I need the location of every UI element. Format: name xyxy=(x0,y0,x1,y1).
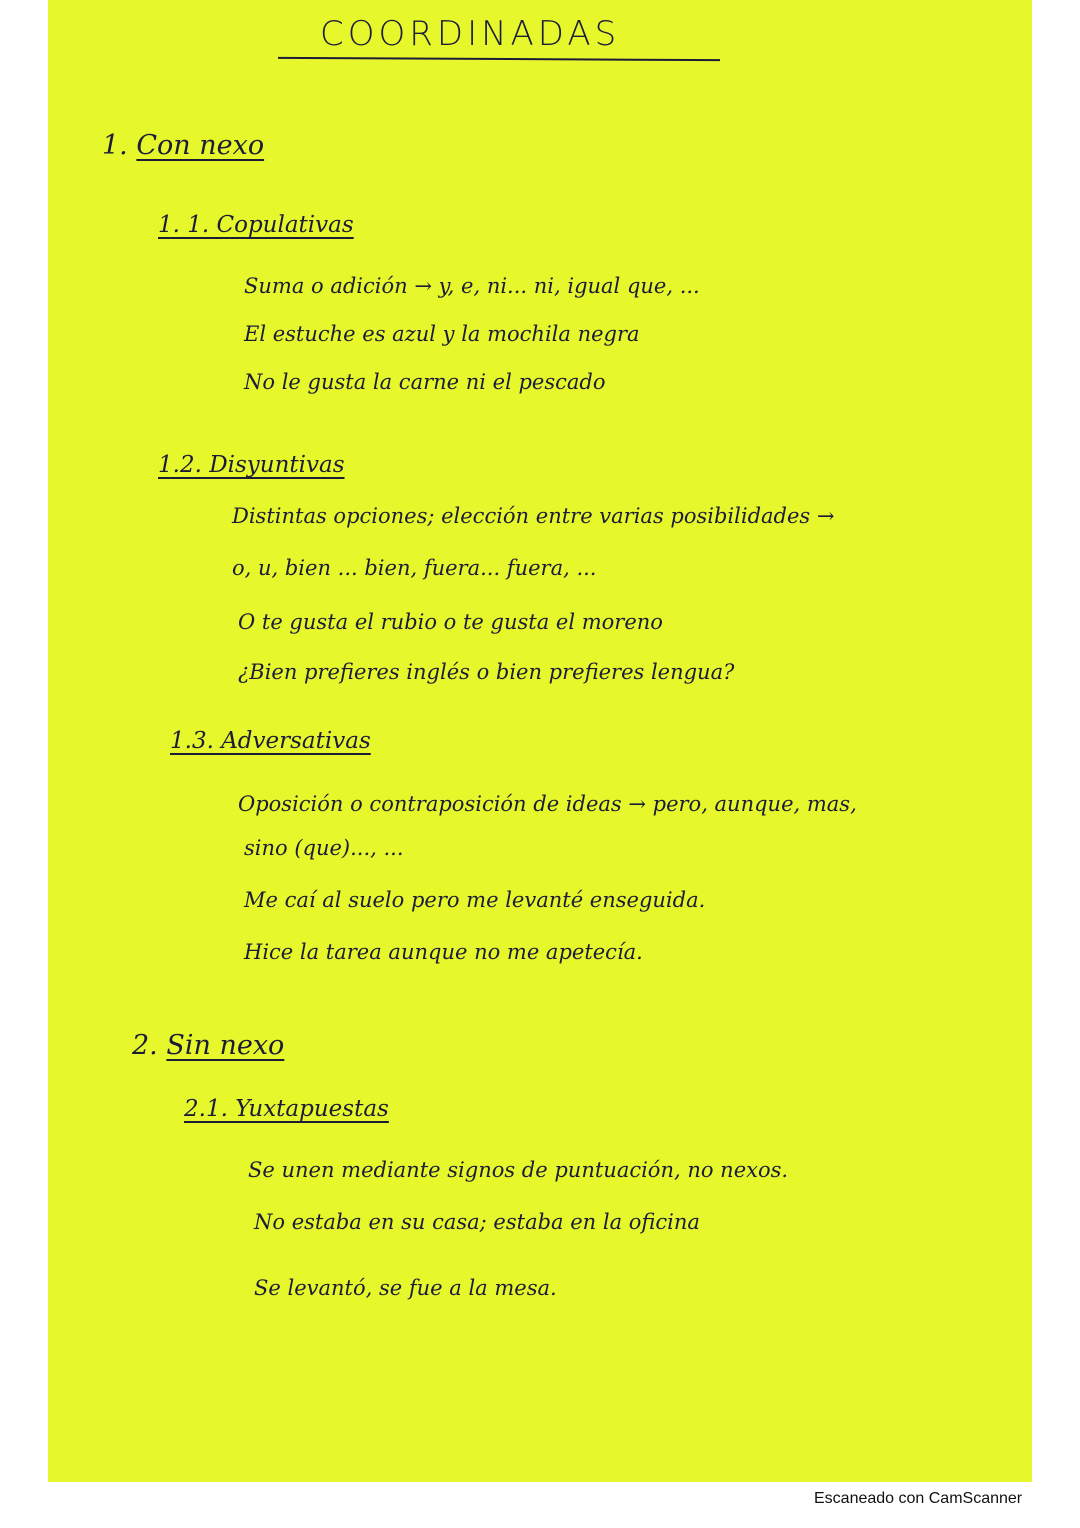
yuxtapuestas-example-1: No estaba en su casa; estaba en la oficina xyxy=(254,1210,700,1234)
yuxtapuestas-heading: 2.1. Yuxtapuestas xyxy=(184,1096,389,1122)
section-1-title: Con nexo xyxy=(136,130,265,161)
adversativas-definition-1: Oposición o contraposición de ideas → pero, aunque, mas, xyxy=(238,792,857,816)
page-title: COORDINADAS xyxy=(320,14,621,54)
copulativas-example-2: No le gusta la carne ni el pescado xyxy=(244,370,606,394)
adversativas-example-1: Me caí al suelo pero me levanté enseguida. xyxy=(244,888,706,912)
disyuntivas-example-2: ¿Bien prefieres inglés o bien prefieres lengua? xyxy=(238,660,735,684)
disyuntivas-example-1: O te gusta el rubio o te gusta el moreno xyxy=(238,610,663,634)
yuxtapuestas-example-2: Se levantó, se fue a la mesa. xyxy=(254,1276,557,1300)
copulativas-heading: 1. 1. Copulativas xyxy=(158,212,354,238)
title-underline xyxy=(278,57,720,61)
section-2-heading xyxy=(132,1030,284,1061)
section-1-heading xyxy=(102,130,264,161)
disyuntivas-heading: 1.2. Disyuntivas xyxy=(158,452,345,478)
disyuntivas-definition-2: o, u, bien ... bien, fuera... fuera, ... xyxy=(232,556,597,580)
adversativas-heading: 1.3. Adversativas xyxy=(170,728,371,754)
adversativas-definition-2: sino (que)..., ... xyxy=(244,836,404,860)
scanner-watermark: Escaneado con CamScanner xyxy=(814,1490,1023,1507)
section-2-number: 2. xyxy=(132,1030,158,1061)
adversativas-example-2: Hice la tarea aunque no me apetecía. xyxy=(244,940,643,964)
copulativas-example-1: El estuche es azul y la mochila negra xyxy=(244,322,640,346)
disyuntivas-definition-1: Distintas opciones; elección entre varias posibilidades → xyxy=(232,504,835,528)
copulativas-definition: Suma o adición → y, e, ni... ni, igual que, ... xyxy=(244,274,700,298)
notebook-page xyxy=(48,0,1032,1482)
yuxtapuestas-definition: Se unen mediante signos de puntuación, no nexos. xyxy=(248,1158,789,1182)
section-1-number: 1. xyxy=(102,130,128,161)
section-2-title: Sin nexo xyxy=(166,1030,285,1061)
